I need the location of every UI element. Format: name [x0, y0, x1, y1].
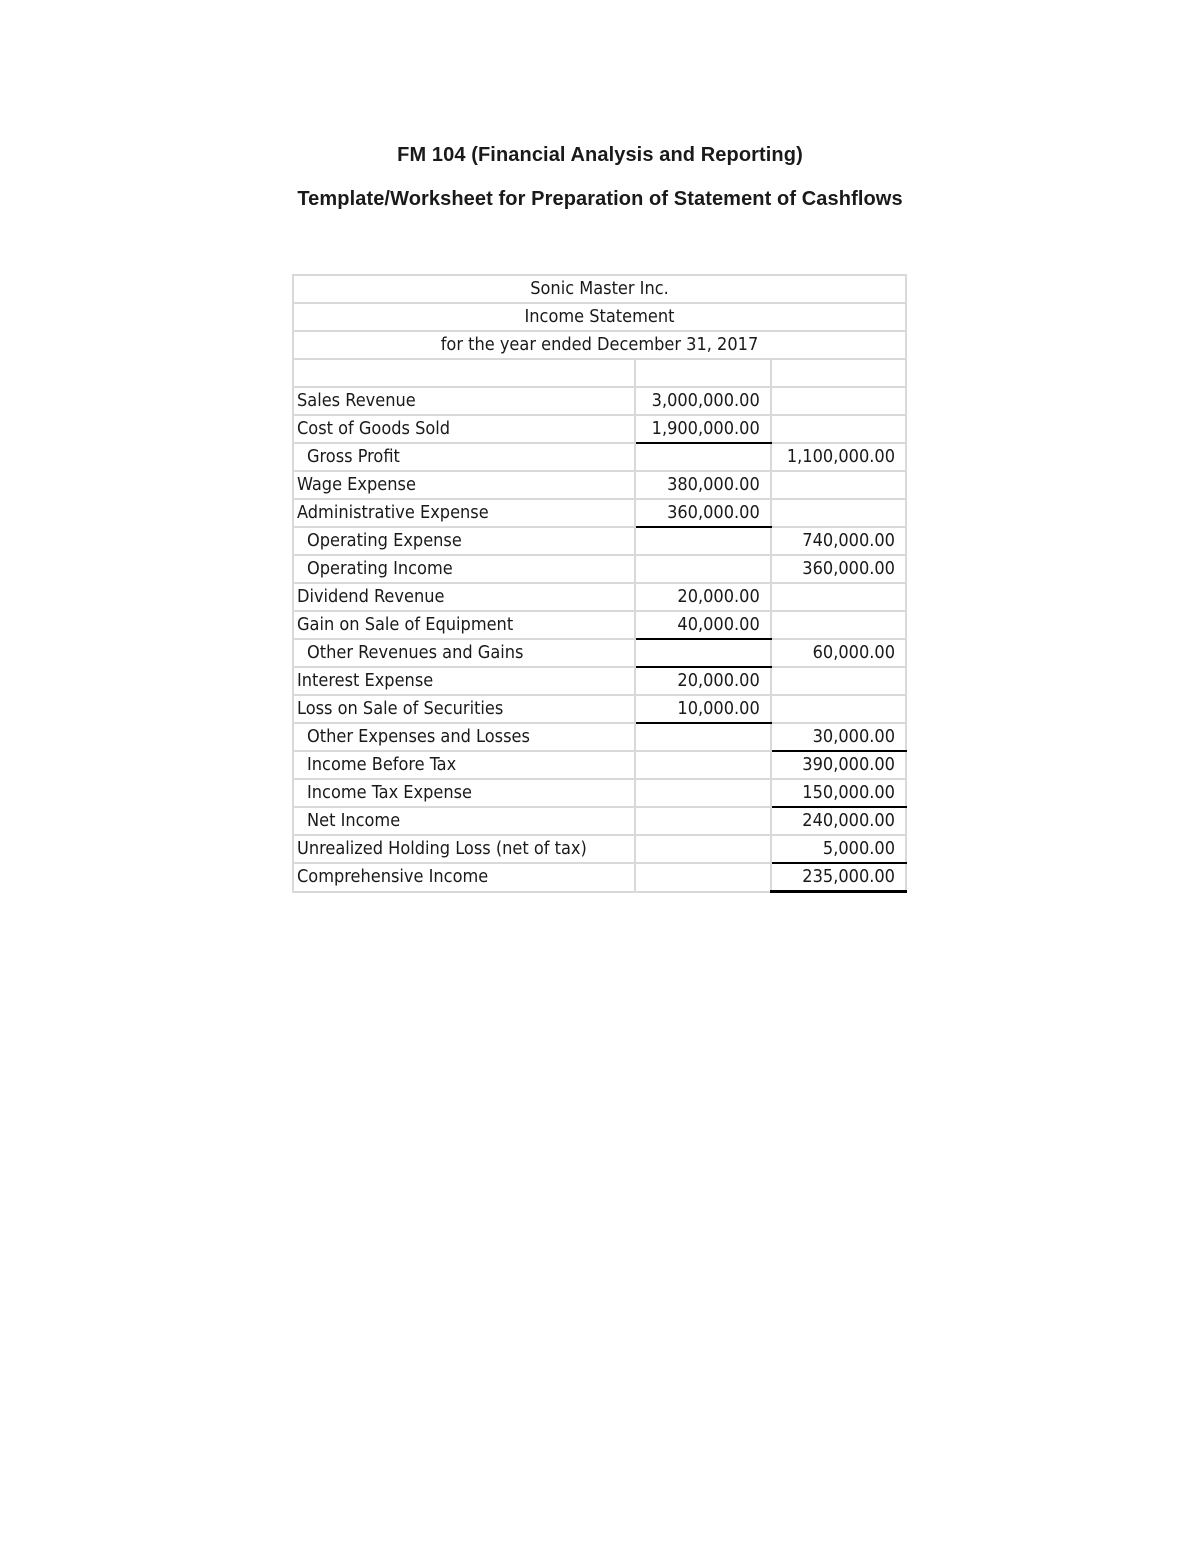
company-name: Sonic Master Inc. — [293, 275, 906, 303]
total-cell — [771, 695, 906, 723]
row-label: Interest Expense — [293, 667, 635, 695]
total-cell: 60,000.00 — [771, 639, 906, 667]
row-label: Administrative Expense — [293, 499, 635, 527]
amount-cell — [635, 779, 771, 807]
total-cell — [771, 387, 906, 415]
amount-cell — [635, 751, 771, 779]
total-cell — [771, 499, 906, 527]
table-row — [293, 723, 906, 751]
total-cell: 5,000.00 — [771, 835, 906, 863]
table-row — [293, 863, 906, 892]
total-cell — [771, 583, 906, 611]
statement-period: for the year ended December 31, 2017 — [293, 331, 906, 359]
total-cell: 150,000.00 — [771, 779, 906, 807]
table-row — [293, 695, 906, 723]
amount-cell — [635, 443, 771, 471]
amount-cell — [635, 807, 771, 835]
table-row — [293, 443, 906, 471]
total-cell: 390,000.00 — [771, 751, 906, 779]
total-cell — [771, 667, 906, 695]
row-label: Operating Income — [293, 555, 635, 583]
amount-cell — [635, 639, 771, 667]
total-cell: 235,000.00 — [771, 863, 906, 892]
amount-cell: 1,900,000.00 — [635, 415, 771, 443]
company-row — [293, 275, 906, 303]
table-row — [293, 779, 906, 807]
amount-cell: 20,000.00 — [635, 667, 771, 695]
row-label: Dividend Revenue — [293, 583, 635, 611]
row-label: Other Revenues and Gains — [293, 639, 635, 667]
table-row — [293, 555, 906, 583]
statement-title: Income Statement — [293, 303, 906, 331]
amount-cell: 380,000.00 — [635, 471, 771, 499]
table-row — [293, 751, 906, 779]
amount-cell — [635, 863, 771, 892]
amount-cell: 360,000.00 — [635, 499, 771, 527]
total-cell: 740,000.00 — [771, 527, 906, 555]
table-row — [293, 527, 906, 555]
row-label: Other Expenses and Losses — [293, 723, 635, 751]
blank-cell — [771, 359, 906, 387]
row-label: Sales Revenue — [293, 387, 635, 415]
income-statement-table — [292, 274, 907, 893]
blank-cell — [293, 359, 635, 387]
table-row — [293, 639, 906, 667]
table-row — [293, 415, 906, 443]
amount-cell — [635, 555, 771, 583]
blank-row — [293, 359, 906, 387]
amount-cell — [635, 835, 771, 863]
amount-cell: 3,000,000.00 — [635, 387, 771, 415]
blank-cell — [635, 359, 771, 387]
total-cell: 30,000.00 — [771, 723, 906, 751]
statement-title-row — [293, 303, 906, 331]
row-label: Comprehensive Income — [293, 863, 635, 892]
table-row — [293, 499, 906, 527]
amount-cell: 40,000.00 — [635, 611, 771, 639]
total-cell — [771, 611, 906, 639]
total-cell: 240,000.00 — [771, 807, 906, 835]
row-label: Gain on Sale of Equipment — [293, 611, 635, 639]
row-label: Unrealized Holding Loss (net of tax) — [293, 835, 635, 863]
row-label: Gross Profit — [293, 443, 635, 471]
total-cell: 360,000.00 — [771, 555, 906, 583]
row-label: Net Income — [293, 807, 635, 835]
row-label: Cost of Goods Sold — [293, 415, 635, 443]
row-label: Income Tax Expense — [293, 779, 635, 807]
table-row — [293, 387, 906, 415]
row-label: Loss on Sale of Securities — [293, 695, 635, 723]
table-row — [293, 667, 906, 695]
table-row — [293, 611, 906, 639]
amount-cell: 10,000.00 — [635, 695, 771, 723]
statement-period-row — [293, 331, 906, 359]
amount-cell — [635, 527, 771, 555]
worksheet-title: Template/Worksheet for Preparation of Statement of Cashflows — [297, 188, 903, 210]
total-cell: 1,100,000.00 — [771, 443, 906, 471]
table-row — [293, 471, 906, 499]
course-title: FM 104 (Financial Analysis and Reporting) — [397, 144, 803, 166]
total-cell — [771, 415, 906, 443]
row-label: Operating Expense — [293, 527, 635, 555]
amount-cell: 20,000.00 — [635, 583, 771, 611]
table-row — [293, 807, 906, 835]
table-row — [293, 583, 906, 611]
row-label: Wage Expense — [293, 471, 635, 499]
row-label: Income Before Tax — [293, 751, 635, 779]
table-row — [293, 835, 906, 863]
total-cell — [771, 471, 906, 499]
amount-cell — [635, 723, 771, 751]
